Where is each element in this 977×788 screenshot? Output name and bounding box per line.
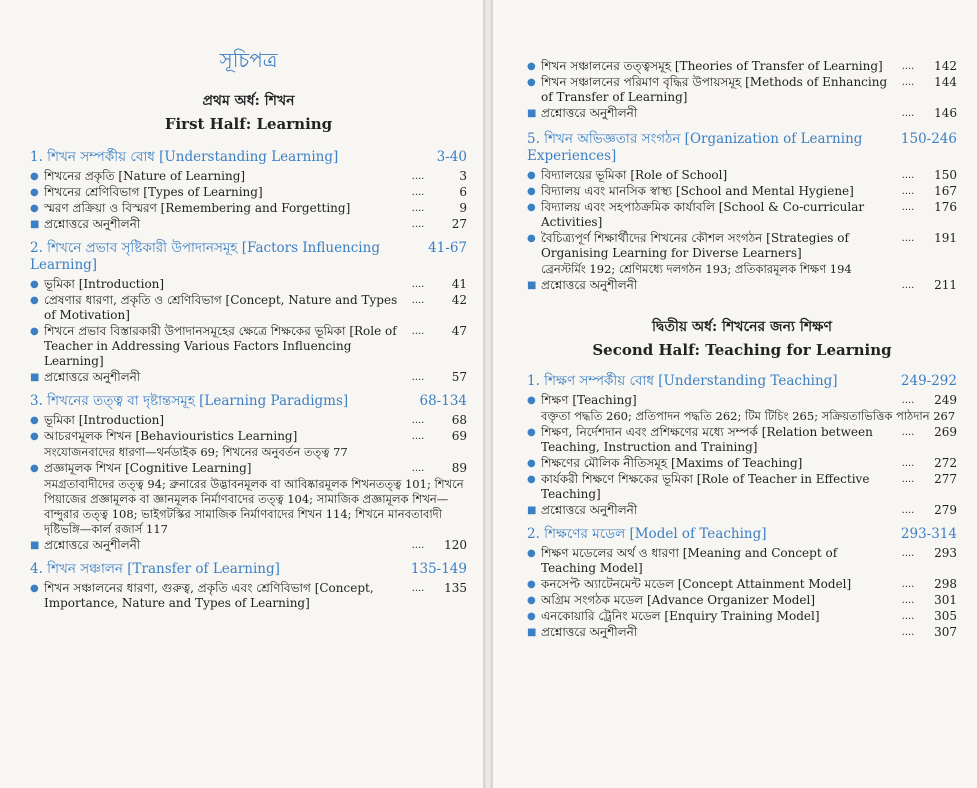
toc-entry[interactable] <box>527 168 957 183</box>
toc-entry[interactable] <box>527 278 957 293</box>
entry-title: প্রজ্ঞামূলক শিখন [Cognitive Learning] <box>44 461 252 475</box>
leader-dots: .... <box>901 233 915 244</box>
entry-title: ভূমিকা [Introduction] <box>44 277 165 291</box>
chapter-4 <box>30 561 467 611</box>
toc-entry[interactable] <box>527 106 957 121</box>
entry-page: 269 <box>934 425 957 439</box>
chapter-teaching-2 <box>527 526 957 640</box>
round-bullet-icon: ● <box>527 186 536 197</box>
entry-title: শিখন সঞ্চালনের ধারণা, গুরুত্ব, প্রকৃতি এবং শ্রেণিবিভাগ [Concept, Importance, Nature and Types of Learning] <box>44 581 374 610</box>
teaching-chapter-1-block <box>527 373 957 518</box>
entry-page: 307 <box>934 625 957 639</box>
toc-entry[interactable] <box>30 429 467 444</box>
toc-entry[interactable] <box>527 625 957 640</box>
chapter-teaching-1 <box>527 373 957 518</box>
chapter-heading[interactable] <box>30 149 467 166</box>
chapter-2 <box>30 240 467 385</box>
entry-page: 167 <box>934 184 957 198</box>
entry-page: 57 <box>451 370 467 384</box>
entry-title: প্রশ্নোত্তরে অনুশীলনী <box>541 106 638 120</box>
entry-title: বিদ্যালয়ের ভূমিকা [Role of School] <box>541 168 728 182</box>
round-bullet-icon: ● <box>527 427 536 438</box>
chapter-pages: 249-292 <box>900 373 957 389</box>
toc-entry[interactable] <box>30 324 467 369</box>
toc-entry[interactable] <box>527 200 957 230</box>
chapter-title: 1. শিক্ষণ সম্পর্কীয় বোধ [Understanding Teaching] <box>527 373 838 389</box>
chapter-title: 5. শিখন অভিজ্ঞতার সংগঠন [Organization of Learning Experiences] <box>527 131 863 164</box>
toc-entry[interactable] <box>30 293 467 323</box>
square-bullet-icon: ■ <box>527 280 537 291</box>
toc-entry[interactable] <box>527 546 957 576</box>
toc-entry[interactable] <box>527 75 957 105</box>
entry-title: কার্যকরী শিক্ষণে শিক্ষকের ভূমিকা [Role of Teacher in Effective Teaching] <box>541 472 870 501</box>
second-half-title-en: Second Half: Teaching for Learning <box>592 341 892 359</box>
left-page <box>0 0 483 788</box>
entry-title: প্রশ্নোত্তরে অনুশীলনী <box>44 538 141 552</box>
entry-page: 42 <box>451 293 467 307</box>
entry-title: এনকোয়ারি ট্রেনিং মডেল [Enquiry Training Model] <box>541 609 820 623</box>
chapter-pages: 150-246 <box>900 131 957 147</box>
entry-title: অগ্রিম সংগঠক মডেল [Advance Organizer Model] <box>541 593 816 607</box>
leader-dots: .... <box>901 627 915 638</box>
entry-title: প্রশ্নোত্তরে অনুশীলনী <box>541 503 638 517</box>
entry-page: 298 <box>934 577 957 591</box>
leader-dots: .... <box>411 540 425 551</box>
chapter-pages: 68-134 <box>419 393 467 409</box>
leader-dots: .... <box>411 431 425 442</box>
toc-entry[interactable] <box>527 472 957 502</box>
leader-dots: .... <box>901 61 915 72</box>
entry-page: 6 <box>459 185 467 199</box>
entry-page: 301 <box>934 593 957 607</box>
chapter-heading[interactable] <box>30 561 467 578</box>
round-bullet-icon: ● <box>527 77 536 88</box>
entry-title: শিখনের প্রকৃতি [Nature of Learning] <box>44 169 246 183</box>
toc-entry[interactable] <box>30 277 467 292</box>
round-bullet-icon: ● <box>30 279 39 290</box>
square-bullet-icon: ■ <box>30 372 40 383</box>
round-bullet-icon: ● <box>527 61 536 72</box>
toc-entry[interactable] <box>30 413 467 428</box>
entry-title: শিখনের শ্রেণিবিভাগ [Types of Learning] <box>44 185 263 199</box>
square-bullet-icon: ■ <box>527 627 537 638</box>
round-bullet-icon: ● <box>527 233 536 244</box>
entry-page: 305 <box>934 609 957 623</box>
entry-page: 279 <box>934 503 957 517</box>
leader-dots: .... <box>901 505 915 516</box>
leader-dots: .... <box>901 186 915 197</box>
entry-title: শিক্ষণ মডেলের অর্থ ও ধারণা [Meaning and Concept of Teaching Model] <box>541 546 838 575</box>
leader-dots: .... <box>901 170 915 181</box>
toc-entry[interactable] <box>527 593 957 608</box>
entry-title: প্রেষণার ধারণা, প্রকৃতি ও শ্রেণিবিভাগ [Concept, Nature and Types of Motivation] <box>44 293 398 322</box>
right-page <box>493 0 977 788</box>
chapter-heading[interactable] <box>527 131 957 165</box>
round-bullet-icon: ● <box>30 583 39 594</box>
chapter-title: 1. শিখন সম্পর্কীয় বোধ [Understanding Learning] <box>30 149 339 165</box>
round-bullet-icon: ● <box>527 579 536 590</box>
chapter-title: 3. শিখনের তত্ত্ব বা দৃষ্টান্তসমূহ [Learning Paradigms] <box>30 393 349 409</box>
toc-entry[interactable] <box>527 425 957 455</box>
leader-dots: .... <box>901 77 915 88</box>
leader-dots: .... <box>411 295 425 306</box>
subtopic-note: সংযোজনবাদের ধারণা—থর্নডাইক 69; শিখনের অনুবর্তন তত্ত্ব 77 <box>44 445 348 459</box>
entry-title: বিদ্যালয় এবং মানসিক স্বাস্থ্য [School and Mental Hygiene] <box>541 184 854 198</box>
round-bullet-icon: ● <box>30 187 39 198</box>
teaching-chapter-2-block <box>527 526 957 640</box>
entry-title: বৈচিত্র্যপূর্ণ শিক্ষার্থীদের শিখনের কৌশল সংগঠন [Strategies of Organising Learning for Diverse Learners] <box>541 231 849 260</box>
first-half-title-en: First Half: Learning <box>164 115 333 133</box>
entry-page: 41 <box>451 277 467 291</box>
entry-title: শিক্ষণের মৌলিক নীতিসমূহ [Maxims of Teaching] <box>541 456 803 470</box>
entry-page: 3 <box>459 169 467 183</box>
leader-dots: .... <box>411 171 425 182</box>
leader-dots: .... <box>411 187 425 198</box>
leader-dots: .... <box>901 474 915 485</box>
chapter-heading[interactable] <box>30 393 467 410</box>
toc-entry[interactable] <box>30 217 467 232</box>
leader-dots: .... <box>411 279 425 290</box>
toc-title: সূচিপত্র <box>219 48 278 72</box>
chapter-pages: 41-67 <box>428 240 467 256</box>
subtopic-note: সমগ্রতাবাদীদের তত্ত্ব 94; ব্রুনারের উদ্ভাবনমূলক বা আবিষ্কারমূলক শিখনতত্ত্ব 101; শিখনে পিয়াজের প্রজ্ঞামূলক বা জ্ঞানমূলক নির্মাণবাদের তত্ত্ব 104; সামাজিক প্রজ্ঞামূলক শিখন—বান্দুরার তত্ত্ব 108; ভাইগটস্কির সামাজিক নির্মাণবাদের শিখন 114; শিখনে মানবতাবাদী দৃষ্টিভঙ্গি—কার্ল রজার্স 117 <box>44 477 464 536</box>
chapter-heading[interactable] <box>527 373 957 390</box>
entry-page: 293 <box>934 546 957 560</box>
leader-dots: .... <box>901 280 915 291</box>
entry-title: প্রশ্নোত্তরে অনুশীলনী <box>541 625 638 639</box>
entry-page: 68 <box>451 413 467 427</box>
leader-dots: .... <box>901 548 915 559</box>
chapter-title: 2. শিক্ষণের মডেল [Model of Teaching] <box>527 526 767 542</box>
round-bullet-icon: ● <box>30 431 39 442</box>
leader-dots: .... <box>901 611 915 622</box>
entry-page: 146 <box>934 106 957 120</box>
toc-entry[interactable] <box>527 184 957 199</box>
entry-title: স্মরণ প্রক্রিয়া ও বিস্মরণ [Remembering and Forgetting] <box>44 201 351 215</box>
round-bullet-icon: ● <box>30 171 39 182</box>
toc-entry[interactable] <box>527 609 957 624</box>
entry-title: প্রশ্নোত্তরে অনুশীলনী <box>44 370 141 384</box>
entry-page: 27 <box>451 217 467 231</box>
second-half-title-bn: দ্বিতীয় অর্ধ: শিখনের জন্য শিক্ষণ <box>652 319 832 335</box>
round-bullet-icon: ● <box>527 395 536 406</box>
entry-page: 272 <box>934 456 957 470</box>
square-bullet-icon: ■ <box>30 219 40 230</box>
chapter-3 <box>30 393 467 553</box>
leader-dots: .... <box>901 458 915 469</box>
entry-title: শিখনে প্রভাব বিস্তারকারী উপাদানসমূহের ক্ষেত্রে শিক্ষকের ভূমিকা [Role of Teacher in Addressing Various Factors Influencing Learning] <box>44 324 397 368</box>
round-bullet-icon: ● <box>527 170 536 181</box>
book-gutter <box>483 0 493 788</box>
entry-title: কনসেপ্ট অ্যাটেনমেন্ট মডেল [Concept Attainment Model] <box>541 577 852 591</box>
entry-page: 277 <box>934 472 957 486</box>
entry-page: 89 <box>451 461 467 475</box>
square-bullet-icon: ■ <box>527 108 537 119</box>
entry-page: 150 <box>934 168 957 182</box>
square-bullet-icon: ■ <box>527 505 537 516</box>
round-bullet-icon: ● <box>527 474 536 485</box>
round-bullet-icon: ● <box>527 611 536 622</box>
entry-page: 249 <box>934 393 957 407</box>
leader-dots: .... <box>411 372 425 383</box>
entry-page: 144 <box>934 75 957 89</box>
round-bullet-icon: ● <box>527 595 536 606</box>
chapter-heading[interactable] <box>30 240 467 274</box>
entry-title: প্রশ্নোত্তরে অনুশীলনী <box>541 278 638 292</box>
chapter-pages: 135-149 <box>410 561 467 577</box>
chapter-pages: 293-314 <box>900 526 957 542</box>
leader-dots: .... <box>901 427 915 438</box>
entry-title: শিক্ষণ, নির্দেশদান এবং প্রশিক্ষণের মধ্যে সম্পর্ক [Relation between Teaching, Instruction and Training] <box>541 425 873 454</box>
toc-entry[interactable] <box>30 370 467 385</box>
entry-title: শিক্ষণ [Teaching] <box>541 393 637 407</box>
first-half-title-bn: প্রথম অর্ধ: শিখন <box>202 93 295 109</box>
chapter-heading[interactable] <box>527 526 957 543</box>
entry-title: ভূমিকা [Introduction] <box>44 413 165 427</box>
leader-dots: .... <box>411 203 425 214</box>
toc-entry[interactable] <box>527 231 957 261</box>
toc-entry[interactable] <box>30 185 467 200</box>
toc-entry[interactable] <box>527 503 957 518</box>
entry-page: 191 <box>934 231 957 245</box>
entry-title: শিখন সঞ্চালনের পরিমাণ বৃদ্ধির উপায়সমূহ [Methods of Enhancing of Transfer of Learning] <box>541 75 888 104</box>
toc-entry[interactable] <box>30 461 467 476</box>
leader-dots: .... <box>411 326 425 337</box>
leader-dots: .... <box>411 463 425 474</box>
chapter-1 <box>30 149 467 232</box>
chapter-title: 2. শিখনে প্রভাব সৃষ্টিকারী উপাদানসমূহ [Factors Influencing Learning] <box>30 240 380 273</box>
entry-title: আচরণমূলক শিখন [Behaviouristics Learning] <box>44 429 298 443</box>
entry-title: শিখন সঞ্চালনের তত্ত্বসমূহ [Theories of Transfer of Learning] <box>541 59 883 73</box>
entry-page: 9 <box>459 201 467 215</box>
entry-title: বিদ্যালয় এবং সহপাঠক্রমিক কার্যাবলি [School & Co-curricular Activities] <box>541 200 865 229</box>
square-bullet-icon: ■ <box>30 540 40 551</box>
round-bullet-icon: ● <box>527 548 536 559</box>
round-bullet-icon: ● <box>30 415 39 426</box>
entry-page: 47 <box>451 324 467 338</box>
round-bullet-icon: ● <box>30 326 39 337</box>
chapter-title: 4. শিখন সঞ্চালন [Transfer of Learning] <box>30 561 280 577</box>
leader-dots: .... <box>411 219 425 230</box>
entry-page: 142 <box>934 59 957 73</box>
toc-entry[interactable] <box>30 201 467 216</box>
leader-dots: .... <box>901 579 915 590</box>
chapter-5 <box>527 131 957 293</box>
leader-dots: .... <box>411 583 425 594</box>
round-bullet-icon: ● <box>30 295 39 306</box>
entry-page: 211 <box>934 278 957 292</box>
entry-title: প্রশ্নোত্তরে অনুশীলনী <box>44 217 141 231</box>
toc-entry[interactable] <box>527 456 957 471</box>
subtopic-note: বক্তৃতা পদ্ধতি 260; প্রতিপাদন পদ্ধতি 262; টিম টিচিং 265; সক্রিয়তাভিত্তিক পাঠদান 267 <box>541 409 956 423</box>
leader-dots: .... <box>901 202 915 213</box>
second-half-heading <box>527 315 957 359</box>
left-chapter-list <box>30 149 467 611</box>
leader-dots: .... <box>901 595 915 606</box>
round-bullet-icon: ● <box>30 463 39 474</box>
round-bullet-icon: ● <box>527 458 536 469</box>
round-bullet-icon: ● <box>30 203 39 214</box>
entry-page: 176 <box>934 200 957 214</box>
entry-page: 69 <box>451 429 467 443</box>
subtopic-note: ব্রেনস্টর্মিং 192; শ্রেণিমধ্যে দলগঠন 193; প্রতিকারমূলক শিক্ষণ 194 <box>541 262 852 276</box>
leader-dots: .... <box>901 395 915 406</box>
toc-entry[interactable] <box>527 59 957 74</box>
right-continued-list <box>527 59 957 121</box>
chapter-pages: 3-40 <box>436 149 467 165</box>
entry-page: 120 <box>444 538 467 552</box>
chapter-5-block <box>527 131 957 293</box>
toc-entry[interactable] <box>30 169 467 184</box>
toc-entry[interactable] <box>527 577 957 592</box>
toc-entry[interactable] <box>527 393 957 408</box>
entry-page: 135 <box>444 581 467 595</box>
leader-dots: .... <box>901 108 915 119</box>
leader-dots: .... <box>411 415 425 426</box>
toc-entry[interactable] <box>30 581 467 611</box>
round-bullet-icon: ● <box>527 202 536 213</box>
toc-entry[interactable] <box>30 538 467 553</box>
